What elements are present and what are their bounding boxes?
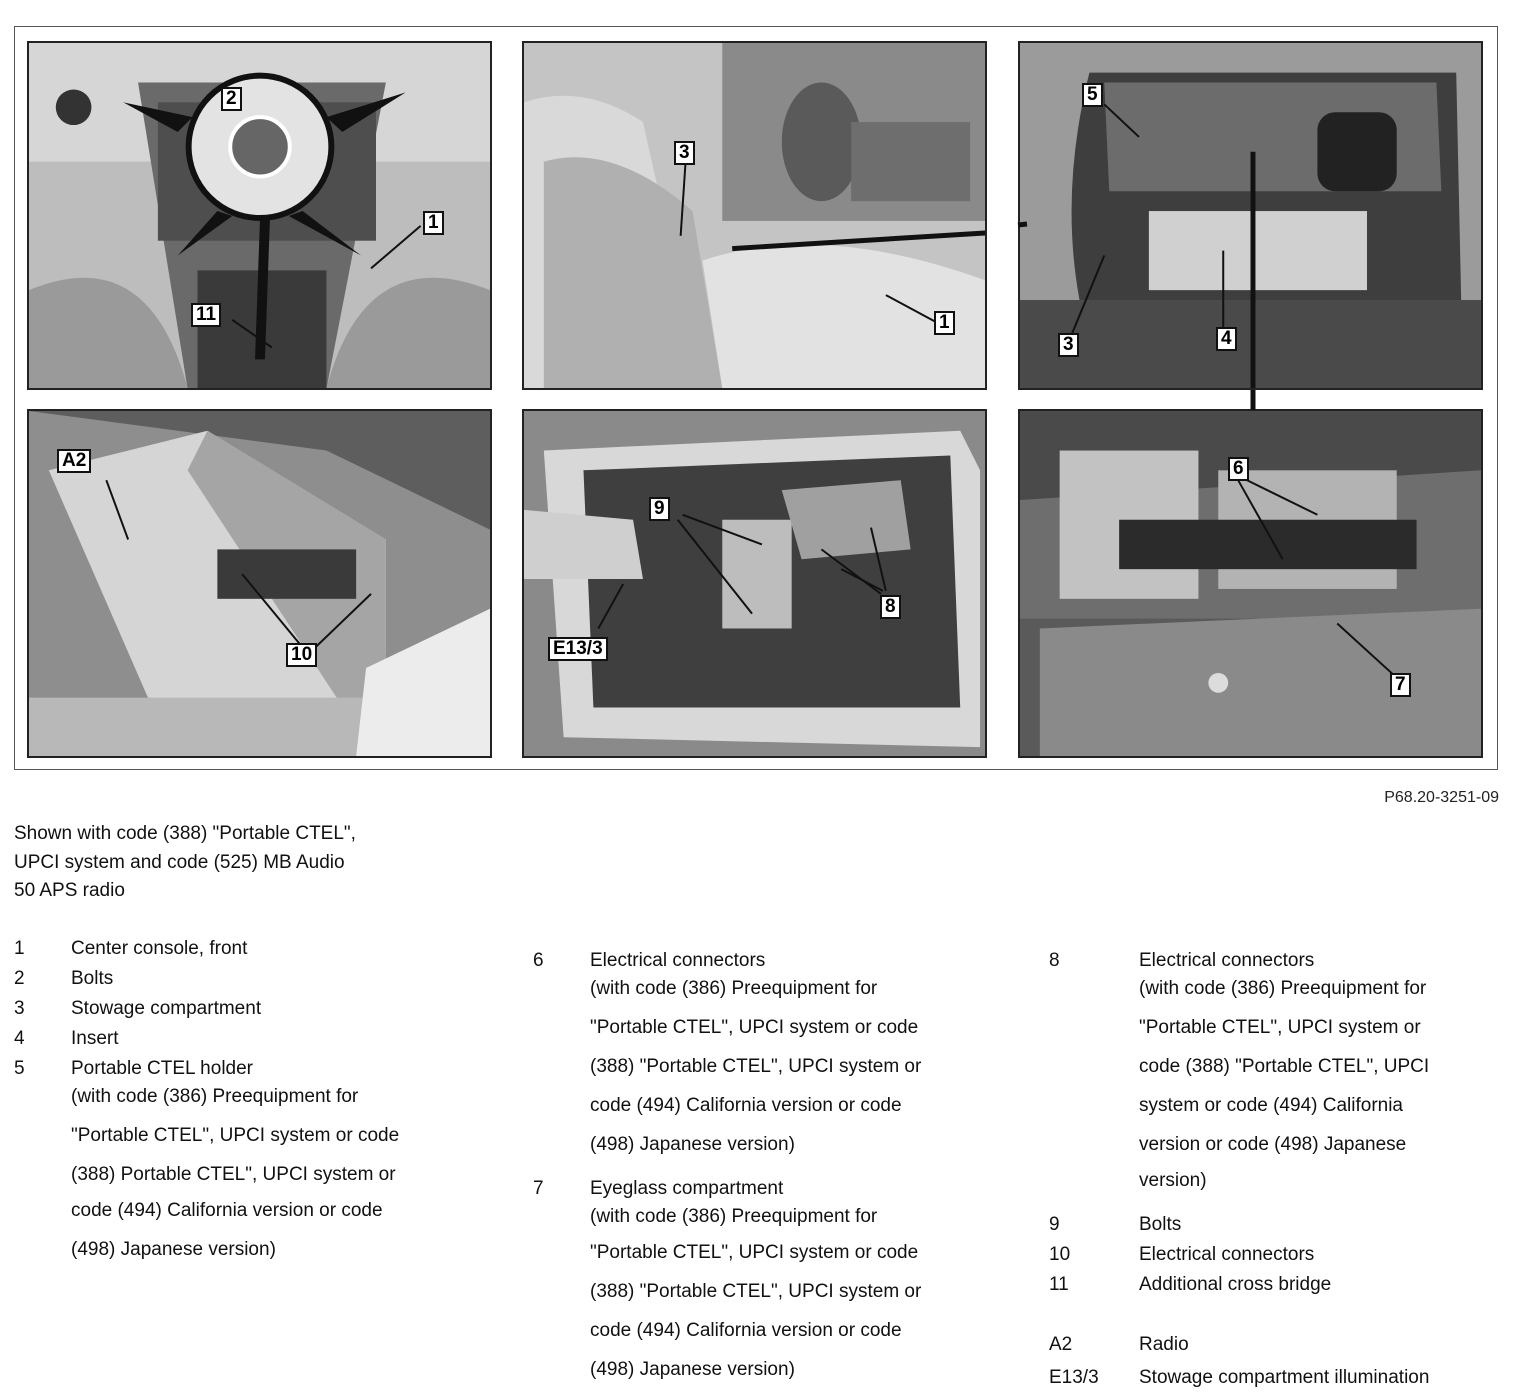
legend-label: Insert [71, 1028, 119, 1049]
intro-text [14, 820, 434, 906]
legend-number: 5 [14, 1058, 25, 1079]
legend-number: 1 [14, 938, 25, 959]
photo-stowage-compartment [1018, 41, 1483, 390]
legend-note-line: (498) Japanese version) [71, 1239, 276, 1260]
legend-label: Center console, front [71, 938, 248, 959]
legend-note-line: (with code (386) Preequipment for [71, 1086, 359, 1107]
callout-9: 9 [649, 497, 670, 521]
callout-4: 4 [1216, 327, 1237, 351]
legend-number: 11 [1049, 1274, 1069, 1295]
callout-7: 7 [1390, 673, 1411, 697]
radio-illustration [29, 411, 490, 756]
legend-column-right [1049, 950, 1509, 1395]
legend-number: A2 [1049, 1334, 1073, 1355]
legend-number: 2 [14, 968, 25, 989]
callout-E13-3: E13/3 [548, 637, 608, 661]
legend-label: Portable CTEL holder [71, 1058, 254, 1079]
legend-note-line: "Portable CTEL", UPCI system or code [590, 1242, 919, 1263]
legend-note-line: (498) Japanese version) [590, 1359, 795, 1380]
legend-number: 9 [1049, 1214, 1060, 1235]
callout-3b: 3 [1058, 333, 1079, 357]
legend-note-line: "Portable CTEL", UPCI system or [1139, 1017, 1421, 1038]
ctel-holder-illustration [1020, 411, 1481, 756]
callout-8: 8 [880, 595, 901, 619]
center-console-illustration [29, 43, 490, 388]
legend-note-line: system or code (494) California [1139, 1095, 1403, 1116]
legend-number: 4 [14, 1028, 25, 1049]
legend-label: Radio [1139, 1334, 1189, 1355]
callout-5: 5 [1082, 83, 1103, 107]
legend-note-line: "Portable CTEL", UPCI system or code [71, 1125, 400, 1146]
legend-label: Electrical connectors [1139, 950, 1315, 971]
photo-eyeglass-compartment [522, 409, 987, 758]
legend-note-line: "Portable CTEL", UPCI system or code [590, 1017, 919, 1038]
callout-10: 10 [286, 643, 317, 667]
legend-note-line: code (494) California version or code [590, 1320, 902, 1341]
legend-label: Eyeglass compartment [590, 1178, 784, 1199]
legend-label: Stowage compartment illumination [1139, 1367, 1430, 1388]
intro-line: 50 APS radio [14, 880, 125, 901]
legend-label: Additional cross bridge [1139, 1274, 1332, 1295]
legend-note-line: code (494) California version or code [590, 1095, 902, 1116]
eyeglass-compartment-illustration [524, 411, 985, 756]
callout-3: 3 [674, 141, 695, 165]
legend-label: Electrical connectors [1139, 1244, 1315, 1265]
legend-note-line: (388) "Portable CTEL", UPCI system or [590, 1281, 922, 1302]
legend-number: 8 [1049, 950, 1060, 971]
photo-center-console [27, 41, 492, 390]
legend-number: E13/3 [1049, 1367, 1099, 1388]
legend-label: Stowage compartment [71, 998, 262, 1019]
photo-interior-overview [522, 41, 987, 390]
legend-label: Bolts [71, 968, 114, 989]
callout-6: 6 [1228, 457, 1249, 481]
figure-frame [14, 26, 1498, 770]
legend-number: 3 [14, 998, 25, 1019]
callout-A2: A2 [57, 449, 91, 473]
legend-note-line: (498) Japanese version) [590, 1134, 795, 1155]
legend-note-line: (with code (386) Preequipment for [590, 978, 878, 999]
legend-note-line: code (388) "Portable CTEL", UPCI [1139, 1056, 1430, 1077]
callout-1: 1 [423, 211, 444, 235]
legend-note-line: version) [1139, 1170, 1207, 1191]
legend-note-line: version or code (498) Japanese [1139, 1134, 1407, 1155]
legend-column-middle [533, 950, 1003, 1390]
interior-overview-illustration [524, 43, 985, 388]
callout-11: 11 [191, 303, 221, 327]
legend-note-line: (with code (386) Preequipment for [1139, 978, 1427, 999]
photo-ctel-holder-connectors [1018, 409, 1483, 758]
photo-radio [27, 409, 492, 758]
legend-label: Bolts [1139, 1214, 1182, 1235]
intro-line: UPCI system and code (525) MB Audio [14, 851, 345, 873]
legend-number: 7 [533, 1178, 544, 1199]
legend-note-line: code (494) California version or code [71, 1200, 383, 1221]
callout-1b: 1 [934, 311, 955, 335]
figure-id: P68.20-3251-09 [1384, 789, 1499, 806]
legend-number: 6 [533, 950, 544, 971]
legend-note-line: (388) Portable CTEL", UPCI system or [71, 1164, 396, 1185]
callout-2: 2 [221, 87, 242, 111]
legend-note-line: (388) "Portable CTEL", UPCI system or [590, 1056, 922, 1077]
legend-label: Electrical connectors [590, 950, 766, 971]
legend-column-left [14, 938, 454, 1278]
legend-note-line: (with code (386) Preequipment for [590, 1206, 878, 1227]
intro-line: Shown with code (388) "Portable CTEL", [14, 823, 356, 844]
legend-number: 10 [1049, 1244, 1071, 1265]
